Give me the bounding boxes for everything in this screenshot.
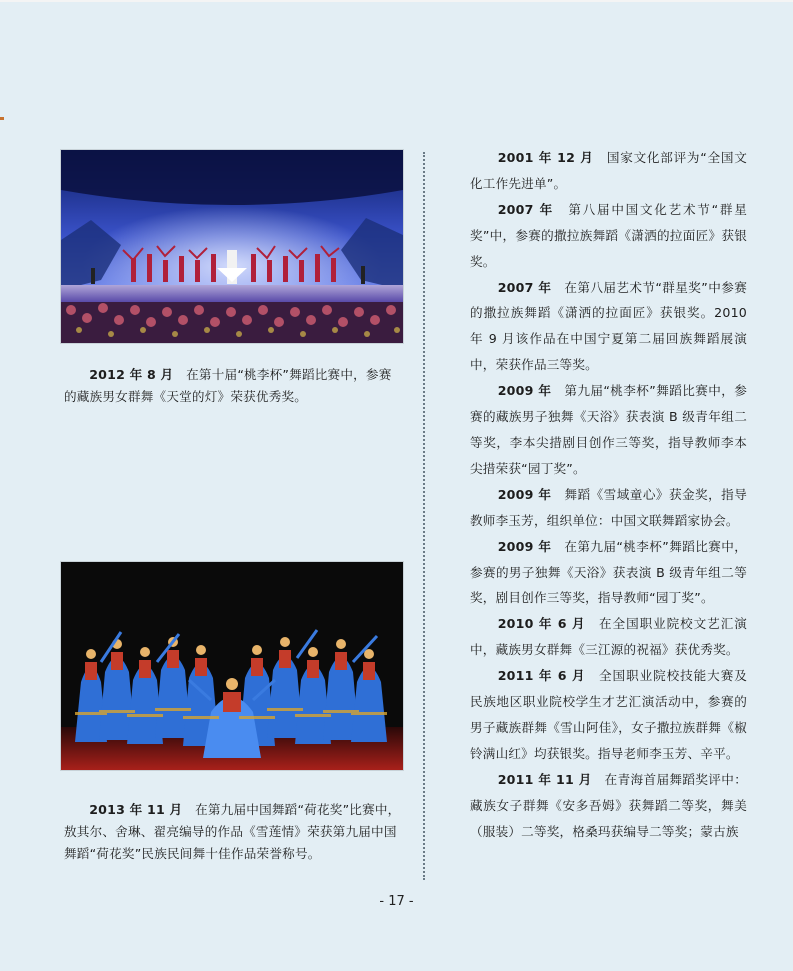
caption-text: 在第九届中国舞蹈“荷花奖”比赛中，敖其尔、舍琳、翟亮编导的作品《雪莲情》荣获第九届中国舞蹈“荷花奖”民族民间舞十佳作品荣誉称号。 <box>64 802 401 861</box>
award-year: 2001 年 12 月 <box>497 150 594 165</box>
award-text: 第九届“桃李杯”舞蹈比赛中，参赛的藏族男子独舞《天浴》获表演 B 级青年组二等奖，李本尖措剧目创作三等奖，指导教师李本尖措荣获“园丁奖”。 <box>470 383 747 476</box>
award-entry <box>470 482 747 534</box>
award-entry <box>470 663 747 767</box>
award-entry <box>470 767 747 845</box>
award-text: 全国职业院校技能大赛及民族地区职业院校学生才艺汇演活动中，参赛的男子藏族群舞《雪山阿佳》，女子撒拉族群舞《椒铃满山红》均获银奖。指导老师李玉芳、辛平。 <box>470 668 748 761</box>
photo-caption-1 <box>64 364 404 408</box>
award-entry <box>470 197 747 275</box>
award-text: 在第八届艺术节“群星奖”中参赛的撒拉族舞蹈《潇洒的拉面匠》获银奖。2010 年 9 月该作品在中国宁夏第二届回族舞蹈展演中，荣获作品三等奖。 <box>470 279 747 373</box>
award-entry <box>470 145 747 197</box>
award-entry <box>470 275 747 379</box>
award-year: 2007 年 <box>497 279 552 295</box>
caption-year: 2013 年 11 月 <box>89 802 183 817</box>
award-year: 2009 年 <box>497 538 552 554</box>
column-divider <box>423 152 425 880</box>
award-year: 2011 年 11 月 <box>497 771 592 787</box>
award-year: 2009 年 <box>497 383 552 399</box>
award-text: 在全国职业院校文艺汇演中，藏族男女群舞《三江源的祝福》获优秀奖。 <box>470 616 748 658</box>
awards-column <box>470 145 747 844</box>
page-number: - 17 - <box>379 894 414 909</box>
award-entry <box>470 611 747 663</box>
award-text: 舞蹈《雪域童心》获金奖，指导教师李玉芳，组织单位：中国文联舞蹈家协会。 <box>470 486 747 528</box>
edge-mark <box>0 117 4 120</box>
award-text: 国家文化部评为“全国文化工作先进单”。 <box>470 150 747 191</box>
photo-caption-2 <box>64 799 404 865</box>
award-year: 2011 年 6 月 <box>497 668 586 684</box>
award-entry <box>470 534 747 612</box>
award-text: 在青海首届舞蹈奖评中：藏族女子群舞《安多吾姆》获舞蹈二等奖，舞美（服装）二等奖，格桑玛获编导二等奖；蒙古族 <box>470 771 748 839</box>
caption-text: 在第十届“桃李杯”舞蹈比赛中，参赛的藏族男女群舞《天堂的灯》荣获优秀奖。 <box>64 367 392 404</box>
award-year: 2007 年 <box>497 201 555 217</box>
award-year: 2009 年 <box>497 486 552 502</box>
award-entry <box>470 378 747 482</box>
stage-performance-photo-1 <box>60 149 404 344</box>
award-text: 第八届中国文化艺术节“群星奖”中，参赛的撒拉族舞蹈《潇洒的拉面匠》获银奖。 <box>470 201 747 269</box>
award-text: 在第九届“桃李杯”舞蹈比赛中，参赛的男子独舞《天浴》获表演 B 级青年组二等奖，剧目创作三等奖，指导教师“园丁奖”。 <box>470 538 747 606</box>
caption-year: 2012 年 8 月 <box>89 367 174 382</box>
award-year: 2010 年 6 月 <box>497 616 586 632</box>
stage-performance-photo-2 <box>60 561 404 771</box>
